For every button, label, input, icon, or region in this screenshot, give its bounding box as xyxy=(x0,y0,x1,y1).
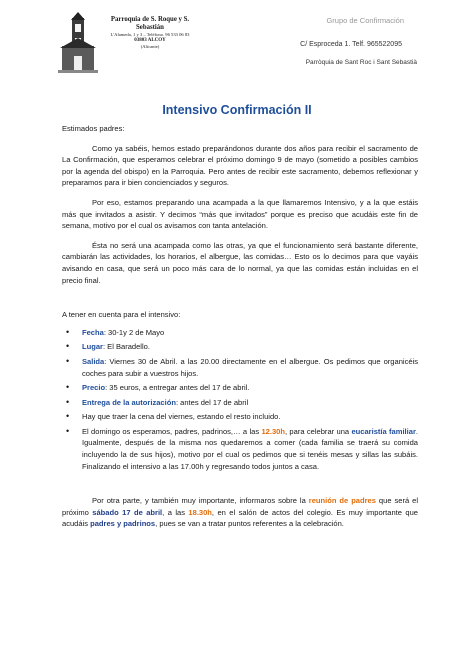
meeting-label: reunión de padres xyxy=(308,496,376,506)
meeting-mid1: que será el próximo xyxy=(62,496,419,517)
list-item-autorizacion xyxy=(62,397,418,409)
salida-text: : Viernes 30 de Abril. a las 20.00 directamente en el albergue. Os pedimos que organicéis coches para subir a vuestros hijos. xyxy=(82,356,418,378)
list-intro: A tener en cuenta para el intensivo: xyxy=(62,310,181,320)
list-item-salida xyxy=(62,356,418,379)
parish-title: Parroquia de S. Roque y S. Sebastián xyxy=(110,16,190,31)
meeting-mid3: , en el salón de actos del colegio. Es muy importante que acudáis xyxy=(62,507,418,529)
meeting-mid2: , a las xyxy=(162,507,189,517)
fecha-text: : 30-1y 2 de Mayo xyxy=(103,327,165,337)
address-line: C/ Esproceda 1. Telf. 965522095 xyxy=(300,41,402,48)
domingo-text: . Igualmente, después de la misma nos quedaremos a comer (cada familia se traerá su comida incluyendo la de sus hijos), motivo por el cual os pedimos que si tenéis mesas y sillas las subáis. Finalizando el intensivo a las 17.00h y regresando todos juntos a casa. xyxy=(82,426,418,471)
meeting-date: sábado 17 de abril xyxy=(92,507,163,517)
cena-text: Hay que traer la cena del viernes, estando el resto incluido. xyxy=(82,412,281,422)
paragraph-details: Ésta no será una acampada como las otras, ya que el funcionamiento será bastante diferente, cambiarán las actividades, los horarios, el albergue, las comidas… Esto os lo decimos para que vayáis avisando en casa, que será un poco más cara de lo normal, ya que las comidas están incluidas en el precio final. xyxy=(62,240,418,285)
bullet-icon: • xyxy=(66,425,70,436)
list-item-precio xyxy=(62,382,418,394)
list-item-fecha xyxy=(62,327,418,339)
document-title: Intensivo Confirmación II xyxy=(162,103,312,117)
bullet-icon: • xyxy=(66,355,70,366)
church-logo-icon xyxy=(58,12,98,78)
autorizacion-label: Entrega de la autorización xyxy=(82,397,176,407)
meeting-end: , pues se van a tratar puntos referentes a la celebración. xyxy=(155,519,344,529)
bullet-icon: • xyxy=(66,382,70,393)
list-item-domingo xyxy=(62,426,418,472)
list-item-lugar xyxy=(62,341,418,353)
domingo-mid: , para celebrar una xyxy=(284,426,352,436)
lugar-label: Lugar xyxy=(82,342,103,352)
list-item-cena xyxy=(62,411,418,423)
bullet-icon: • xyxy=(66,326,70,337)
paragraph-meeting xyxy=(62,495,418,530)
paragraph-invitation: Por eso, estamos preparando una acampada a la que llamaremos Intensivo, y a la que estáis más que invitados a asistir. Y decimos “más que invitados” porque es preciso que acudáis este fin de semana, motivo por el cual os avisamos con tanta antelación. xyxy=(62,197,418,231)
bullet-icon: • xyxy=(66,396,70,407)
parish-header xyxy=(58,12,198,78)
info-list xyxy=(62,327,418,473)
parish-province: (Alicante) xyxy=(140,44,160,49)
autorizacion-text: : antes del 17 de abril xyxy=(175,397,249,407)
parish-address: L'Alameda, 1 y 3 – Teléfono. 96 533 06 83 xyxy=(110,32,190,37)
bullet-icon: • xyxy=(66,411,70,422)
meeting-time: 18.30h xyxy=(188,507,212,517)
fecha-label: Fecha xyxy=(82,327,104,337)
eucaristia-label: eucaristía familiar xyxy=(351,426,416,436)
bullet-icon: • xyxy=(66,341,70,352)
document-body xyxy=(62,123,418,530)
domingo-time: 12.30h xyxy=(261,426,285,436)
parish-postcode: 03803 ALCOY xyxy=(134,38,166,43)
lugar-text: : El Baradello. xyxy=(102,342,150,352)
precio-label: Precio xyxy=(82,383,106,393)
parish-line: Parròquia de Sant Roc i Sant Sebastià xyxy=(305,59,417,66)
group-title: Grupo de Confirmación xyxy=(326,16,404,25)
salutation: Estimados padres: xyxy=(62,124,125,133)
paragraph-intro: Como ya sabéis, hemos estado preparándonos durante dos años para recibir el sacramento de La Confirmación, que esperamos celebrar el próximo domingo 9 de mayo (sometido a posibles cambios por la agenda del obispo) en la Parroquia. Pero antes de recibir este sacramento, debemos reflexionar y preparamos para ir bien concienciados y seguros. xyxy=(62,143,418,188)
domingo-intro: El domingo os esperamos, padres, padrinos,… a las xyxy=(82,426,262,436)
meeting-intro: Por otra parte, y también muy importante, informaros sobre la xyxy=(92,496,309,506)
precio-text: : 35 euros, a entregar antes del 17 de abril. xyxy=(105,383,250,393)
padres-padrinos: padres y padrinos xyxy=(90,519,156,529)
salida-label: Salida xyxy=(82,356,105,366)
